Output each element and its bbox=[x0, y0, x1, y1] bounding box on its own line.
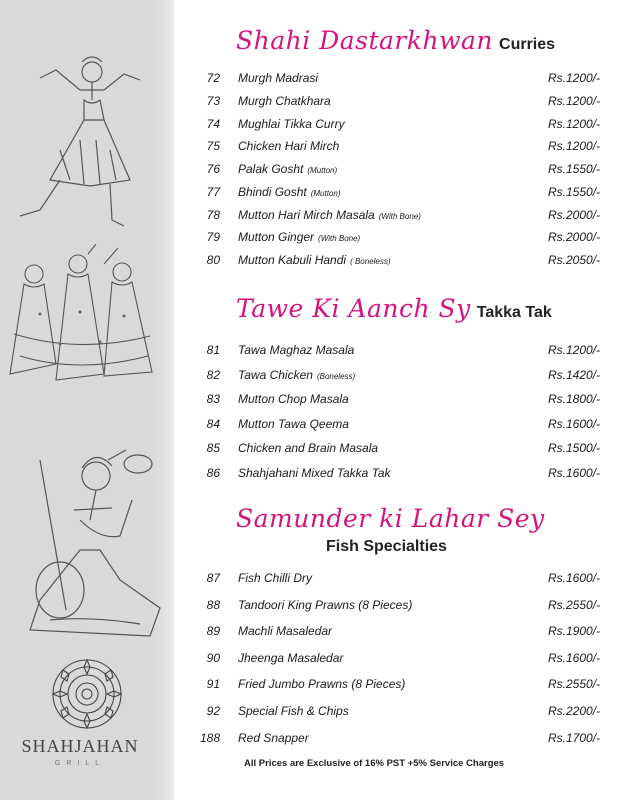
item-price: Rs.1600/- bbox=[548, 466, 601, 480]
menu-item-row bbox=[0, 250, 638, 272]
item-price: Rs.1550/- bbox=[548, 162, 601, 176]
item-name-wrap bbox=[238, 651, 343, 665]
item-number: 78 bbox=[206, 207, 220, 222]
item-price: Rs.2550/- bbox=[548, 597, 601, 612]
item-number: 80 bbox=[206, 253, 220, 267]
item-name: Chicken Hari Mirch bbox=[238, 139, 340, 154]
section-title: Tawe Ki Aanch Sy bbox=[236, 294, 471, 323]
item-name: Fried Jumbo Prawns (8 Pieces) bbox=[238, 677, 406, 692]
section-subtitle: Takka Tak bbox=[476, 304, 552, 321]
item-number: 72 bbox=[206, 71, 220, 85]
item-number: 92 bbox=[206, 704, 220, 718]
item-name: Mutton Kabuli Handi bbox=[238, 253, 347, 267]
item-number: 84 bbox=[206, 416, 220, 431]
item-name: Machli Masaledar bbox=[238, 624, 333, 639]
item-price: Rs.1600/- bbox=[548, 571, 601, 585]
item-name: Chicken and Brain Masala bbox=[238, 441, 379, 456]
item-number: 188 bbox=[199, 730, 220, 745]
item-price: Rs.1700/- bbox=[548, 730, 601, 745]
item-number: 77 bbox=[206, 184, 220, 199]
menu-item-row bbox=[0, 621, 638, 643]
section-subtitle: Curries bbox=[499, 36, 556, 53]
item-number: 76 bbox=[206, 162, 220, 176]
item-number: 73 bbox=[206, 93, 220, 108]
item-name: Bhindi Gosht bbox=[238, 184, 307, 199]
item-price: Rs.1500/- bbox=[548, 441, 601, 456]
item-name-wrap bbox=[238, 466, 391, 480]
item-name-wrap bbox=[238, 208, 421, 222]
item-name: Mutton Ginger bbox=[238, 230, 315, 245]
item-price: Rs.2200/- bbox=[548, 704, 601, 718]
item-name-wrap bbox=[238, 392, 349, 406]
item-name-wrap bbox=[238, 731, 309, 745]
item-price: Rs.1550/- bbox=[548, 184, 601, 199]
item-name: Murgh Chatkhara bbox=[238, 93, 331, 108]
menu-item-row bbox=[0, 414, 638, 436]
item-name-wrap bbox=[238, 343, 354, 357]
menu-item-row bbox=[0, 568, 638, 590]
item-name: Special Fish & Chips bbox=[238, 704, 349, 718]
item-number: 79 bbox=[206, 230, 220, 245]
item-number: 86 bbox=[206, 466, 220, 480]
menu-item-row bbox=[0, 91, 638, 113]
item-price: Rs.1200/- bbox=[548, 93, 601, 108]
menu-item-row bbox=[0, 595, 638, 617]
menu-item-row bbox=[0, 136, 638, 158]
item-name-wrap bbox=[238, 71, 318, 85]
item-name: Tawa Chicken bbox=[238, 367, 313, 382]
item-name: Jheenga Masaledar bbox=[238, 650, 344, 665]
item-name-wrap bbox=[238, 441, 378, 455]
menu-item-row bbox=[0, 389, 638, 411]
item-number: 89 bbox=[206, 624, 220, 639]
item-note: (With Bone) bbox=[378, 211, 421, 221]
section-title: Shahi Dastarkhwan bbox=[236, 26, 494, 55]
item-name-wrap bbox=[238, 230, 360, 244]
item-name: Red Snapper bbox=[238, 730, 309, 745]
item-name-wrap bbox=[238, 677, 405, 691]
menu-item-row bbox=[0, 701, 638, 723]
menu-item-row bbox=[0, 340, 638, 362]
section-heading-tawa bbox=[236, 294, 552, 323]
item-name-wrap bbox=[238, 94, 331, 108]
item-name-wrap bbox=[238, 571, 312, 585]
section-heading-fish bbox=[236, 504, 545, 533]
menu-item-row bbox=[0, 159, 638, 181]
item-number: 75 bbox=[206, 139, 220, 154]
menu-item-row bbox=[0, 728, 638, 750]
item-name: Palak Gosht bbox=[238, 162, 304, 176]
item-price: Rs.2550/- bbox=[548, 677, 601, 692]
item-price: Rs.1800/- bbox=[548, 392, 601, 407]
item-note: ( Boneless) bbox=[350, 257, 391, 266]
item-number: 90 bbox=[206, 650, 220, 665]
item-name: Tawa Maghaz Masala bbox=[238, 343, 355, 357]
section-heading-curries bbox=[236, 26, 555, 55]
menu-item-row bbox=[0, 674, 638, 696]
menu-item-row bbox=[0, 227, 638, 249]
item-name: Mutton Tawa Qeema bbox=[238, 416, 349, 431]
item-number: 82 bbox=[206, 367, 220, 382]
item-name: Mughlai Tikka Curry bbox=[238, 116, 345, 131]
item-name-wrap bbox=[238, 162, 337, 176]
item-price: Rs.1900/- bbox=[548, 624, 601, 639]
item-number: 74 bbox=[206, 116, 220, 131]
item-price: Rs.1600/- bbox=[548, 416, 601, 431]
item-number: 83 bbox=[206, 392, 220, 407]
item-number: 85 bbox=[206, 441, 220, 456]
item-name: Fish Chilli Dry bbox=[238, 571, 313, 585]
item-name-wrap bbox=[238, 139, 339, 153]
item-price: Rs.1600/- bbox=[548, 650, 601, 665]
menu-item-row bbox=[0, 365, 638, 387]
item-note: (With Bone) bbox=[318, 234, 361, 244]
brand-subtitle: GRILL bbox=[54, 760, 106, 767]
item-number: 81 bbox=[206, 343, 220, 357]
item-number: 87 bbox=[206, 571, 220, 585]
item-price: Rs.1200/- bbox=[548, 116, 601, 131]
item-name-wrap bbox=[238, 253, 391, 267]
item-name: Murgh Madrasi bbox=[238, 71, 319, 85]
item-name: Mutton Hari Mirch Masala bbox=[238, 207, 375, 222]
menu-item-row bbox=[0, 182, 638, 204]
item-name-wrap bbox=[238, 368, 355, 382]
item-note: (Mutton) bbox=[310, 188, 341, 198]
item-name-wrap bbox=[238, 417, 349, 431]
item-price: Rs.1420/- bbox=[548, 367, 601, 382]
item-price: Rs.2000/- bbox=[548, 230, 601, 245]
item-name-wrap bbox=[238, 624, 332, 638]
menu-item-row bbox=[0, 114, 638, 136]
item-name: Shahjahani Mixed Takka Tak bbox=[238, 466, 391, 480]
menu-item-row bbox=[0, 648, 638, 670]
item-price: Rs.2000/- bbox=[548, 207, 601, 222]
menu-item-row bbox=[0, 205, 638, 227]
menu-item-row bbox=[0, 438, 638, 460]
brand-name: SHAHJAHAN bbox=[21, 736, 139, 756]
item-name-wrap bbox=[238, 185, 341, 199]
section-subtitle-fish: Fish Specialties bbox=[326, 538, 447, 555]
item-note: (Mutton) bbox=[307, 166, 338, 175]
item-number: 88 bbox=[206, 597, 220, 612]
item-name-wrap bbox=[238, 598, 412, 612]
item-name: Mutton Chop Masala bbox=[238, 392, 349, 407]
item-price: Rs.2050/- bbox=[548, 253, 601, 267]
item-price: Rs.1200/- bbox=[548, 71, 601, 85]
item-note: (Boneless) bbox=[316, 371, 356, 381]
item-price: Rs.1200/- bbox=[548, 343, 601, 357]
price-footnote: All Prices are Exclusive of 16% PST +5% Service Charges bbox=[244, 758, 505, 769]
menu-item-row bbox=[0, 463, 638, 485]
item-name: Tandoori King Prawns (8 Pieces) bbox=[238, 597, 413, 612]
item-name-wrap bbox=[238, 704, 349, 718]
item-number: 91 bbox=[206, 677, 220, 692]
section-title: Samunder ki Lahar Sey bbox=[236, 504, 545, 533]
menu-item-row bbox=[0, 68, 638, 90]
item-name-wrap bbox=[238, 117, 345, 131]
item-price: Rs.1200/- bbox=[548, 139, 601, 154]
